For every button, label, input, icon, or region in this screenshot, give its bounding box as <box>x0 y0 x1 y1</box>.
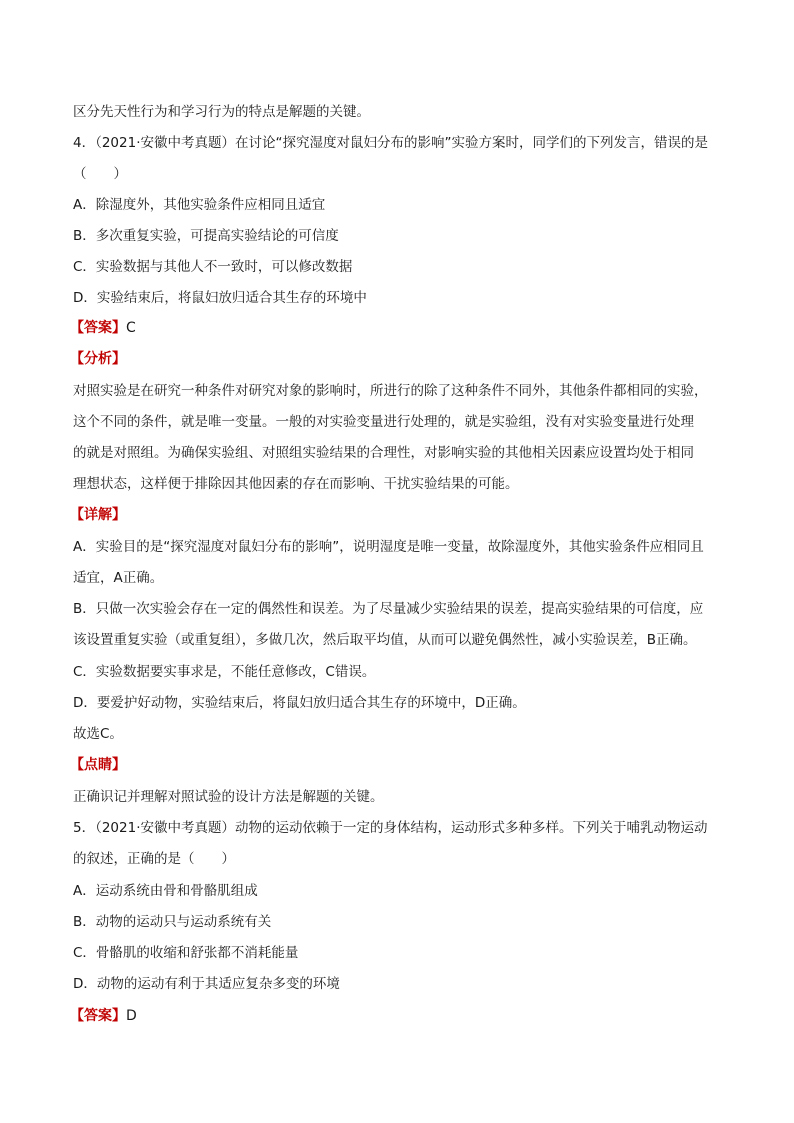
q4-answer-value: C <box>126 320 136 336</box>
q4-tip-text: 正确识记并理解对照试验的设计方法是解题的关键。 <box>73 789 384 805</box>
q5-option-a: A．运动系统由骨和骨骼肌组成 <box>73 883 258 899</box>
q4-answer-label: 【答案】 <box>70 320 126 336</box>
q4-detail-line-5: C．实验数据要实事求是，不能任意修改，C错误。 <box>73 664 376 680</box>
q4-option-a: A．除湿度外，其他实验条件应相同且适宜 <box>73 197 326 213</box>
q4-analysis-line-4: 理想状态，这样便于排除因其他因素的存在而影响、干扰实验结果的可能。 <box>73 476 519 492</box>
q4-detail-line-2: 适宜，A正确。 <box>73 570 164 586</box>
q5-option-c: C．骨骼肌的收缩和舒张都不消耗能量 <box>73 945 299 961</box>
q4-option-d: D．实验结束后，将鼠妇放归适合其生存的环境中 <box>73 290 367 306</box>
q4-stem-line-2: （ ） <box>73 166 127 182</box>
q4-answer <box>70 318 136 338</box>
q5-option-b: B．动物的运动只与运动系统有关 <box>73 914 272 930</box>
previous-tip-text: 区分先天性行为和学习行为的特点是解题的关键。 <box>73 104 370 120</box>
q4-detail-label: 【详解】 <box>70 507 126 523</box>
q4-stem-line-1: 4．（2021·安徽中考真题）在讨论“探究湿度对鼠妇分布的影响”实验方案时，同学们的下列发言，错误的是 <box>73 135 708 151</box>
q4-detail-line-1: A．实验目的是“探究湿度对鼠妇分布的影响”，说明湿度是唯一变量，故除湿度外，其他实验条件应相同且 <box>73 539 704 555</box>
q5-answer-value: D <box>126 1008 137 1024</box>
q4-detail-line-3: B．只做一次实验会存在一定的偶然性和误差。为了尽量减少实验结果的误差，提高实验结果的可信度，应 <box>73 601 704 617</box>
q5-answer-label: 【答案】 <box>70 1008 126 1024</box>
q4-detail-line-6: D．要爱护好动物，实验结束后，将鼠妇放归适合其生存的环境中，D正确。 <box>73 695 526 711</box>
q5-answer <box>70 1006 137 1026</box>
q4-tip-label: 【点睛】 <box>70 757 126 773</box>
q5-stem-line-1: 5．（2021·安徽中考真题）动物的运动依赖于一定的身体结构，运动形式多种多样。下列关于哺乳动物运动 <box>73 820 708 836</box>
q4-option-b: B．多次重复实验，可提高实验结论的可信度 <box>73 228 339 244</box>
q5-option-d: D．动物的运动有利于其适应复杂多变的环境 <box>73 976 340 992</box>
q4-analysis-line-2: 这个不同的条件，就是唯一变量。一般的对实验变量进行处理的，就是实验组，没有对实验变量进行处理 <box>73 414 694 430</box>
q4-analysis-line-3: 的就是对照组。为确保实验组、对照组实验结果的合理性，对影响实验的其他相关因素应设置均处于相同 <box>73 445 694 461</box>
q4-detail-line-7: 故选C。 <box>73 726 123 742</box>
q4-analysis-line-1: 对照实验是在研究一种条件对研究对象的影响时，所进行的除了这种条件不同外，其他条件都相同的实验， <box>73 383 708 399</box>
q4-analysis-label: 【分析】 <box>70 351 126 367</box>
q5-stem-line-2: 的叙述，正确的是（ ） <box>73 851 235 867</box>
q4-option-c: C．实验数据与其他人不一致时，可以修改数据 <box>73 259 353 275</box>
q4-detail-line-4: 该设置重复实验（或重复组），多做几次，然后取平均值，从而可以避免偶然性，减小实验误差，B正确。 <box>73 632 697 648</box>
